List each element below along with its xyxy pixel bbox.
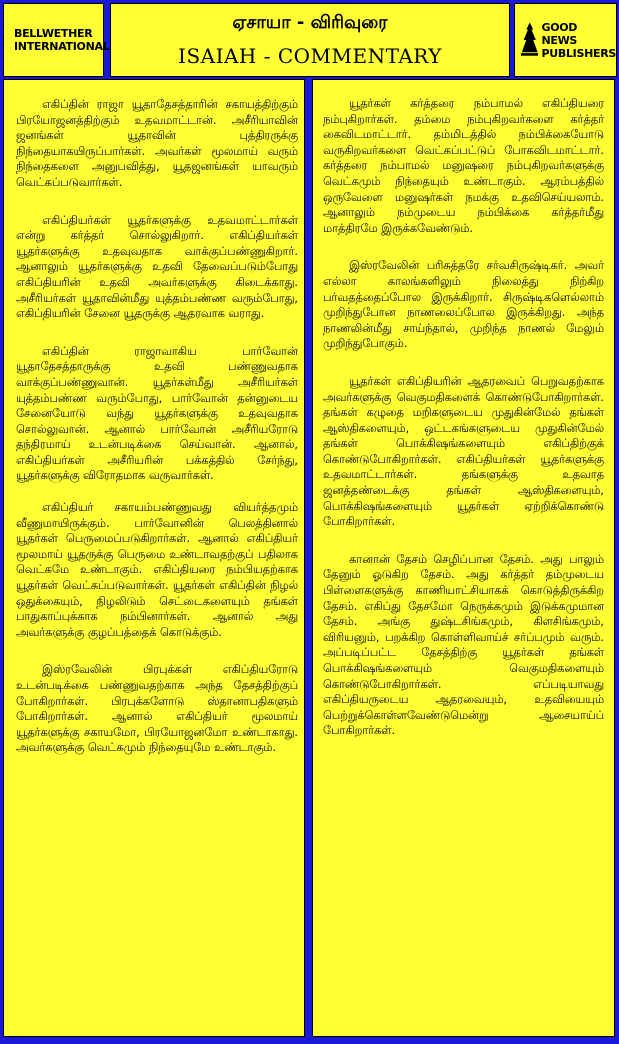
left-column	[3, 79, 305, 1037]
left-paragraph-1: எகிப்தின் ராஜா யூதாதேசத்தாரின் சகாயத்திற்கும் பிரயோஜனத்திற்கும் உதவமாட்டான். அசீரியாவின் ஜனங்கள் யூதாவின் புத்திரருக்கு நிந்தையாகயிருப்பார்கள். அவர்கள் மூலமாய் வரும் நிந்தைகளை அனுபவித்து, யூதஜனங்கள் யாவரும் வெட்கப்படுவார்கள்.	[16, 98, 298, 189]
left-paragraph-2: எகிப்தியர்கள் யூதர்களுக்கு உதவமாட்டார்கள் என்று கர்த்தர் சொல்லுகிறார். எகிப்தியர்கள் யூதர்களுக்கு உதவுவதாக வாக்குப்பண்ணுகிறார். ஆனாலும் யூதர்களுக்கு உதவி தேவைப்படும்போது எகிப்தியரின் உதவி அவர்களுக்கு கிடைக்காது. அசீரியர்கள் யூதாவின்மீது யுத்தம்பண்ண வரும்போது, எகிப்தியரின் சேனை யூதருக்கு ஆதரவாக வராது.	[16, 213, 298, 321]
title-box	[110, 3, 510, 77]
page-title-english: ISAIAH - COMMENTARY	[178, 44, 442, 68]
left-paragraph-4: எகிப்தியர் சகாயம்பண்ணுவது வியர்த்தமும் வீணுமாயிருக்கும். பார்வோனின் பெலத்தினால் யூதர்கள் பெருமைப்படுகிறார்கள். ஆனால் எகிப்தியர் மூலமாய் யூதருக்கு பெருமை உண்டாவதற்குப் பதிலாக வெட்கமே உண்டாகும். எகிப்தியரை நம்பியதற்காக யூதர்கள் வெட்கப்படுவார்கள். யூதர்கள் எகிப்தின் நிழல் ஒதுக்கையும், நிழலிடும் செட்டைகளையும் தங்கள் பாதுகாப்புக்காக நம்பினார்கள். ஆனால் அது அவர்களுக்கு குழப்பத்தைக் கொடுக்கும்.	[16, 501, 298, 639]
logo-left-line1: BELLWETHER	[14, 27, 93, 40]
right-paragraph-1: யூதர்கள் கர்த்தரை நம்பாமல் எகிப்தியரை நம்புகிறார்கள். தம்மை நம்புகிறவர்களை கர்த்தர் கைவிடமாட்டார். தம்மிடத்தில் நம்பிக்கையோடு வருகிறவர்களை வெட்கப்பட்டுப் போகவிடமாட்டார். கர்த்தரை நம்பாமல் மனுஷரை நம்புகிறவர்களுக்கு வெட்கமும் நிந்தையும் உண்டாகும். ஆரம்பத்தில் ஒருவேளை மனுஷர்கள் நமக்கு உதவிசெய்யலாம். ஆனாலும் நம்முடைய நம்பிக்கை கர்த்தர்மீது மாத்திரமே இருக்கவேண்டும்.	[323, 97, 604, 235]
right-column	[312, 79, 615, 1037]
good-news-logo-box	[514, 3, 617, 77]
left-paragraph-3: எகிப்தின் ராஜாவாகிய பார்வோன் யூதாதேசத்தாருக்கு உதவி பண்ணுவதாக வாக்குப்பண்ணுவான். யூதர்கள்மீது அசீரியர்கள் யுத்தம்பண்ண வரும்போது, பார்வோன் தன்னுடைய சேனையோடு வந்து யூதர்களுக்கு உதவுவதாக சொல்லுவான். ஆனால் பார்வோன் அசீரியரோடு தந்திரமாய் உடன்படிக்கை செய்வான். ஆனால், எகிப்தியர்கள் அசீரியரின் பக்கத்தில் சேர்ந்து, யூதர்களுக்கு விரோதமாக வருவார்கள்.	[16, 344, 298, 483]
logo-left-line2: INTERNATIONAL	[14, 40, 110, 53]
right-paragraph-4: கானான் தேசம் செழிப்பான தேசம். அது பாலும் தேனும் ஓடுகிற தேசம். அது கர்த்தர் தம்முடைய பிள்ளைகளுக்கு காணியாட்சியாகக் கொடுத்திருக்கிற தேசம். எகிப்து தேசமோ நெருக்கமும் இடுக்கமுமான தேசம். அங்கு துஷ்டசிங்கமும், கிளசிங்கமும், விரியனும், பறக்கிற கொள்ளிவாய்ச் சர்ப்பமும் வரும். அப்படிப்பட்ட தேசத்திற்கு யூதர்கள் தங்கள் பொக்கிஷங்களையும் வெகுமதிகளையும் கொண்டுபோகிறார்கள். எப்படியாவது எகிப்தியருடைய ஆதரவையும், உதவியையும் பெற்றுக்கொள்ளவேண்டுமென்று ஆசையாய்ப் போகிறார்கள்.	[323, 552, 604, 738]
logo-right-line2: PUBLISHERS	[541, 46, 616, 60]
page-title-tamil: ஏசாயா - விரிவுரை	[232, 12, 388, 33]
good-news-logo-icon	[521, 20, 538, 60]
good-news-logo	[515, 4, 616, 76]
right-paragraph-3: யூதர்கள் எகிப்தியரின் ஆதரவைப் பெறுவதற்காக அவர்களுக்கு வெகுமதிகளைக் கொண்டுபோகிறார்கள். தங்கள் கழுதை மறிகளுடைய முதுகின்மேல் தங்கள் ஆஸ்திகளையும், ஒட்டகங்களுடைய முதுகின்மேல் தங்கள் பொக்கிஷங்களையும் எகிப்திற்குக் கொண்டுபோகிறார்கள். எகிப்தியர்கள் யூதர்களுக்கு உதவமாட்டார்கள். தங்களுக்கு உதவாத ஜனத்தண்டைக்கு தங்கள் ஆஸ்திகளையும், பொக்கிஷங்களையும் யூதர்கள் ஏற்றிக்கொண்டு போகிறார்கள்.	[323, 374, 604, 529]
logo-right-line1: GOOD NEWS	[541, 20, 578, 47]
left-paragraph-5: இஸ்ரவேலின் பிரபுக்கள் எகிப்தியரோடு உடன்படிக்கை பண்ணுவதற்காக அந்த தேசத்திற்குப் போகிறார்கள். பிரபுக்களோடு ஸ்தானாபதிகளும் போகிறார்கள். ஆனால் எகிப்தியர் மூலமாய் யூதர்களுக்கு சகாயமோ, பிரயோஜனமோ உண்டாகாது. அவர்களுக்கு வெட்கமும் நிந்தையுமே உண்டாகும்.	[16, 663, 298, 755]
right-paragraph-2: இஸ்ரவேலின் பரிசுத்தரே சர்வசிருஷ்டிகர். அவர் எல்லா காலங்களிலும் நிலைத்து நிற்கிற பர்வதத்தைப்போல இருக்கிறார். சிருஷ்டிகளெல்லாம் முறிந்துபோன நாணலைப்போல இருக்கிறது. அந்த நாணலின்மீது சாய்ந்தால், முறிந்த நாணல் மேலும் முறிந்துபோகும்.	[323, 259, 604, 351]
bellwether-logo	[4, 4, 110, 76]
bellwether-logo-box	[3, 3, 110, 77]
